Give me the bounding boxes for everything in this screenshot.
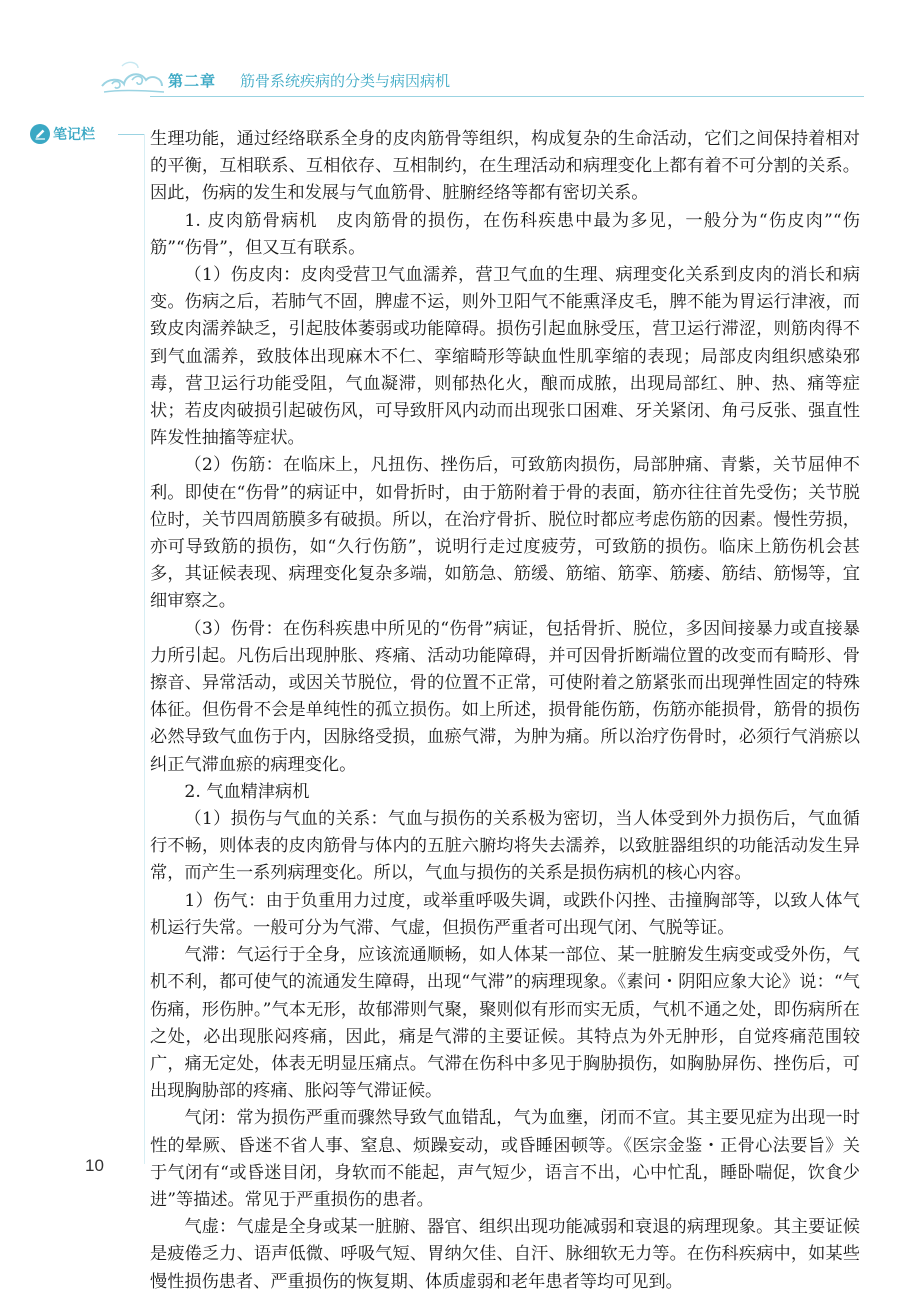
section-heading-paragraph: 1. 皮肉筋骨病机 皮肉筋骨的损伤，在伤科疾患中最为多见，一般分为“伤皮肉”“伤筋”“伤骨”，但又互有联系。 <box>150 210 860 258</box>
page-header <box>0 0 900 110</box>
paragraph: （2）伤筋：在临床上，凡扭伤、挫伤后，可致筋肉损伤，局部肿痛、青紫，关节屈伸不利。即使在“伤骨”的病证中，如骨折时，由于筋附着于骨的表面，筋亦往往首先受伤；关节脱位时，关节四周筋膜多有破损。所以，在治疗骨折、脱位时都应考虑伤筋的因素。慢性劳损，亦可导致筋的损伤，如“久行伤筋”，说明行走过度疲劳，可致筋的损伤。临床上筋伤机会甚多，其证候表现、病理变化复杂多端，如筋急、筋缓、筋缩、筋挛、筋痿、筋结、筋惕等，宜细审察之。 <box>150 455 860 612</box>
chapter-title: 筋骨系统疾病的分类与病因病机 <box>240 72 451 90</box>
paragraph: （3）伤骨：在伤科疾患中所见的“伤骨”病证，包括骨折、脱位，多因间接暴力或直接暴力所引起。凡伤后出现肿胀、疼痛、活动功能障碍，并可因骨折断端位置的改变而有畸形、骨擦音、异常活动，或因关节脱位，骨的位置不正常，可使附着之筋紧张而出现弹性固定的特殊体征。但伤骨不会是单纯性的孤立损伤。如上所述，损骨能伤筋，伤筋亦能损骨，筋骨的损伤必然导致气血伤于内，因脉络受损，血瘀气滞，为肿为痛。所以治疗伤骨时，必须行气消瘀以纠正气滞血瘀的病理变化。 <box>150 618 860 775</box>
notes-label: 笔记栏 <box>53 127 95 143</box>
section-heading: 2. 气血精津病机 <box>184 781 310 802</box>
notes-column-badge <box>30 124 95 144</box>
page-number: 10 <box>85 1156 104 1175</box>
paragraph: 气滞：气运行于全身，应该流通顺畅，如人体某一部位、某一脏腑发生病变或受外伤，气机不利，都可使气的流通发生障碍，出现“气滞”的病理现象。《素问・阴阳应象大论》说：“气伤痛，形伤肿。”气本无形，故郁滞则气聚，聚则似有形而实无质，气机不通之处，即伤病所在之处，必出现胀闷疼痛，因此，痛是气滞的主要证候。其特点为外无肿形，自觉疼痛范围较广，痛无定处，体表无明显压痛点。气滞在伤科中多见于胸胁损伤，如胸胁屏伤、挫伤后，可出现胸胁部的疼痛、胀闷等气滞证候。 <box>150 945 860 1102</box>
paragraph: （1）损伤与气血的关系：气血与损伤的关系极为密切，当人体受到外力损伤后，气血循行不畅，则体表的皮肉筋骨与体内的五脏六腑均将失去濡养，以致脏器组织的功能活动发生异常，而产生一系列病理变化。所以，气血与损伤的关系是损伤病机的核心内容。 <box>150 809 860 884</box>
notes-divider <box>118 134 144 135</box>
body-text <box>150 126 860 1296</box>
pencil-icon <box>30 124 50 144</box>
paragraph: （1）伤皮肉：皮肉受营卫气血濡养，营卫气血的生理、病理变化关系到皮肉的消长和病变。伤病之后，若肺气不固，脾虚不运，则外卫阳气不能熏泽皮毛，脾不能为胃运行津液，而致皮肉濡养缺乏，引起肢体萎弱或功能障碍。损伤引起血脉受压，营卫运行滞涩，则筋肉得不到气血濡养，致肢体出现麻木不仁、挛缩畸形等缺血性肌挛缩的表现；局部皮肉组织感染邪毒，营卫运行功能受阻，气血凝滞，则郁热化火，酿而成脓，出现局部红、肿、热、痛等症状；若皮肉破损引起破伤风，可导致肝风内动而出现张口困难、牙关紧闭、角弓反张、强直性阵发性抽搐等症状。 <box>150 265 860 449</box>
chapter-label: 第二章 <box>168 72 217 90</box>
paragraph: 1）伤气：由于负重用力过度，或举重呼吸失调，或跌仆闪挫、击撞胸部等，以致人体气机运行失常。一般可分为气滞、气虚，但损伤严重者可出现气闭、气脱等证。 <box>150 890 860 938</box>
cloud-swirl-icon <box>98 54 168 98</box>
paragraph: 生理功能，通过经络联系全身的皮肉筋骨等组织，构成复杂的生命活动，它们之间保持着相对的平衡，互相联系、互相依存、互相制约，在生理活动和病理变化上都有着不可分割的关系。因此，伤病的发生和发展与气血筋骨、脏腑经络等都有密切关系。 <box>150 129 860 204</box>
notes-column-divider <box>144 134 145 1164</box>
paragraph: 气虚：气虚是全身或某一脏腑、器官、组织出现功能减弱和衰退的病理现象。其主要证候是疲倦乏力、语声低微、呼吸气短、胃纳欠佳、自汗、脉细软无力等。在伤科疾病中，如某些慢性损伤患者、严重损伤的恢复期、体质虚弱和老年患者等均可见到。 <box>150 1217 860 1292</box>
header-divider <box>150 96 864 97</box>
paragraph: 气闭：常为损伤严重而骤然导致气血错乱，气为血壅，闭而不宣。其主要见症为出现一时性的晕厥、昏迷不省人事、窒息、烦躁妄动，或昏睡困顿等。《医宗金鉴・正骨心法要旨》关于气闭有“或昏迷目闭，身软而不能起，声气短少，语言不出，心中忙乱，睡卧喘促，饮食少进”等描述。常见于严重损伤的患者。 <box>150 1108 860 1210</box>
